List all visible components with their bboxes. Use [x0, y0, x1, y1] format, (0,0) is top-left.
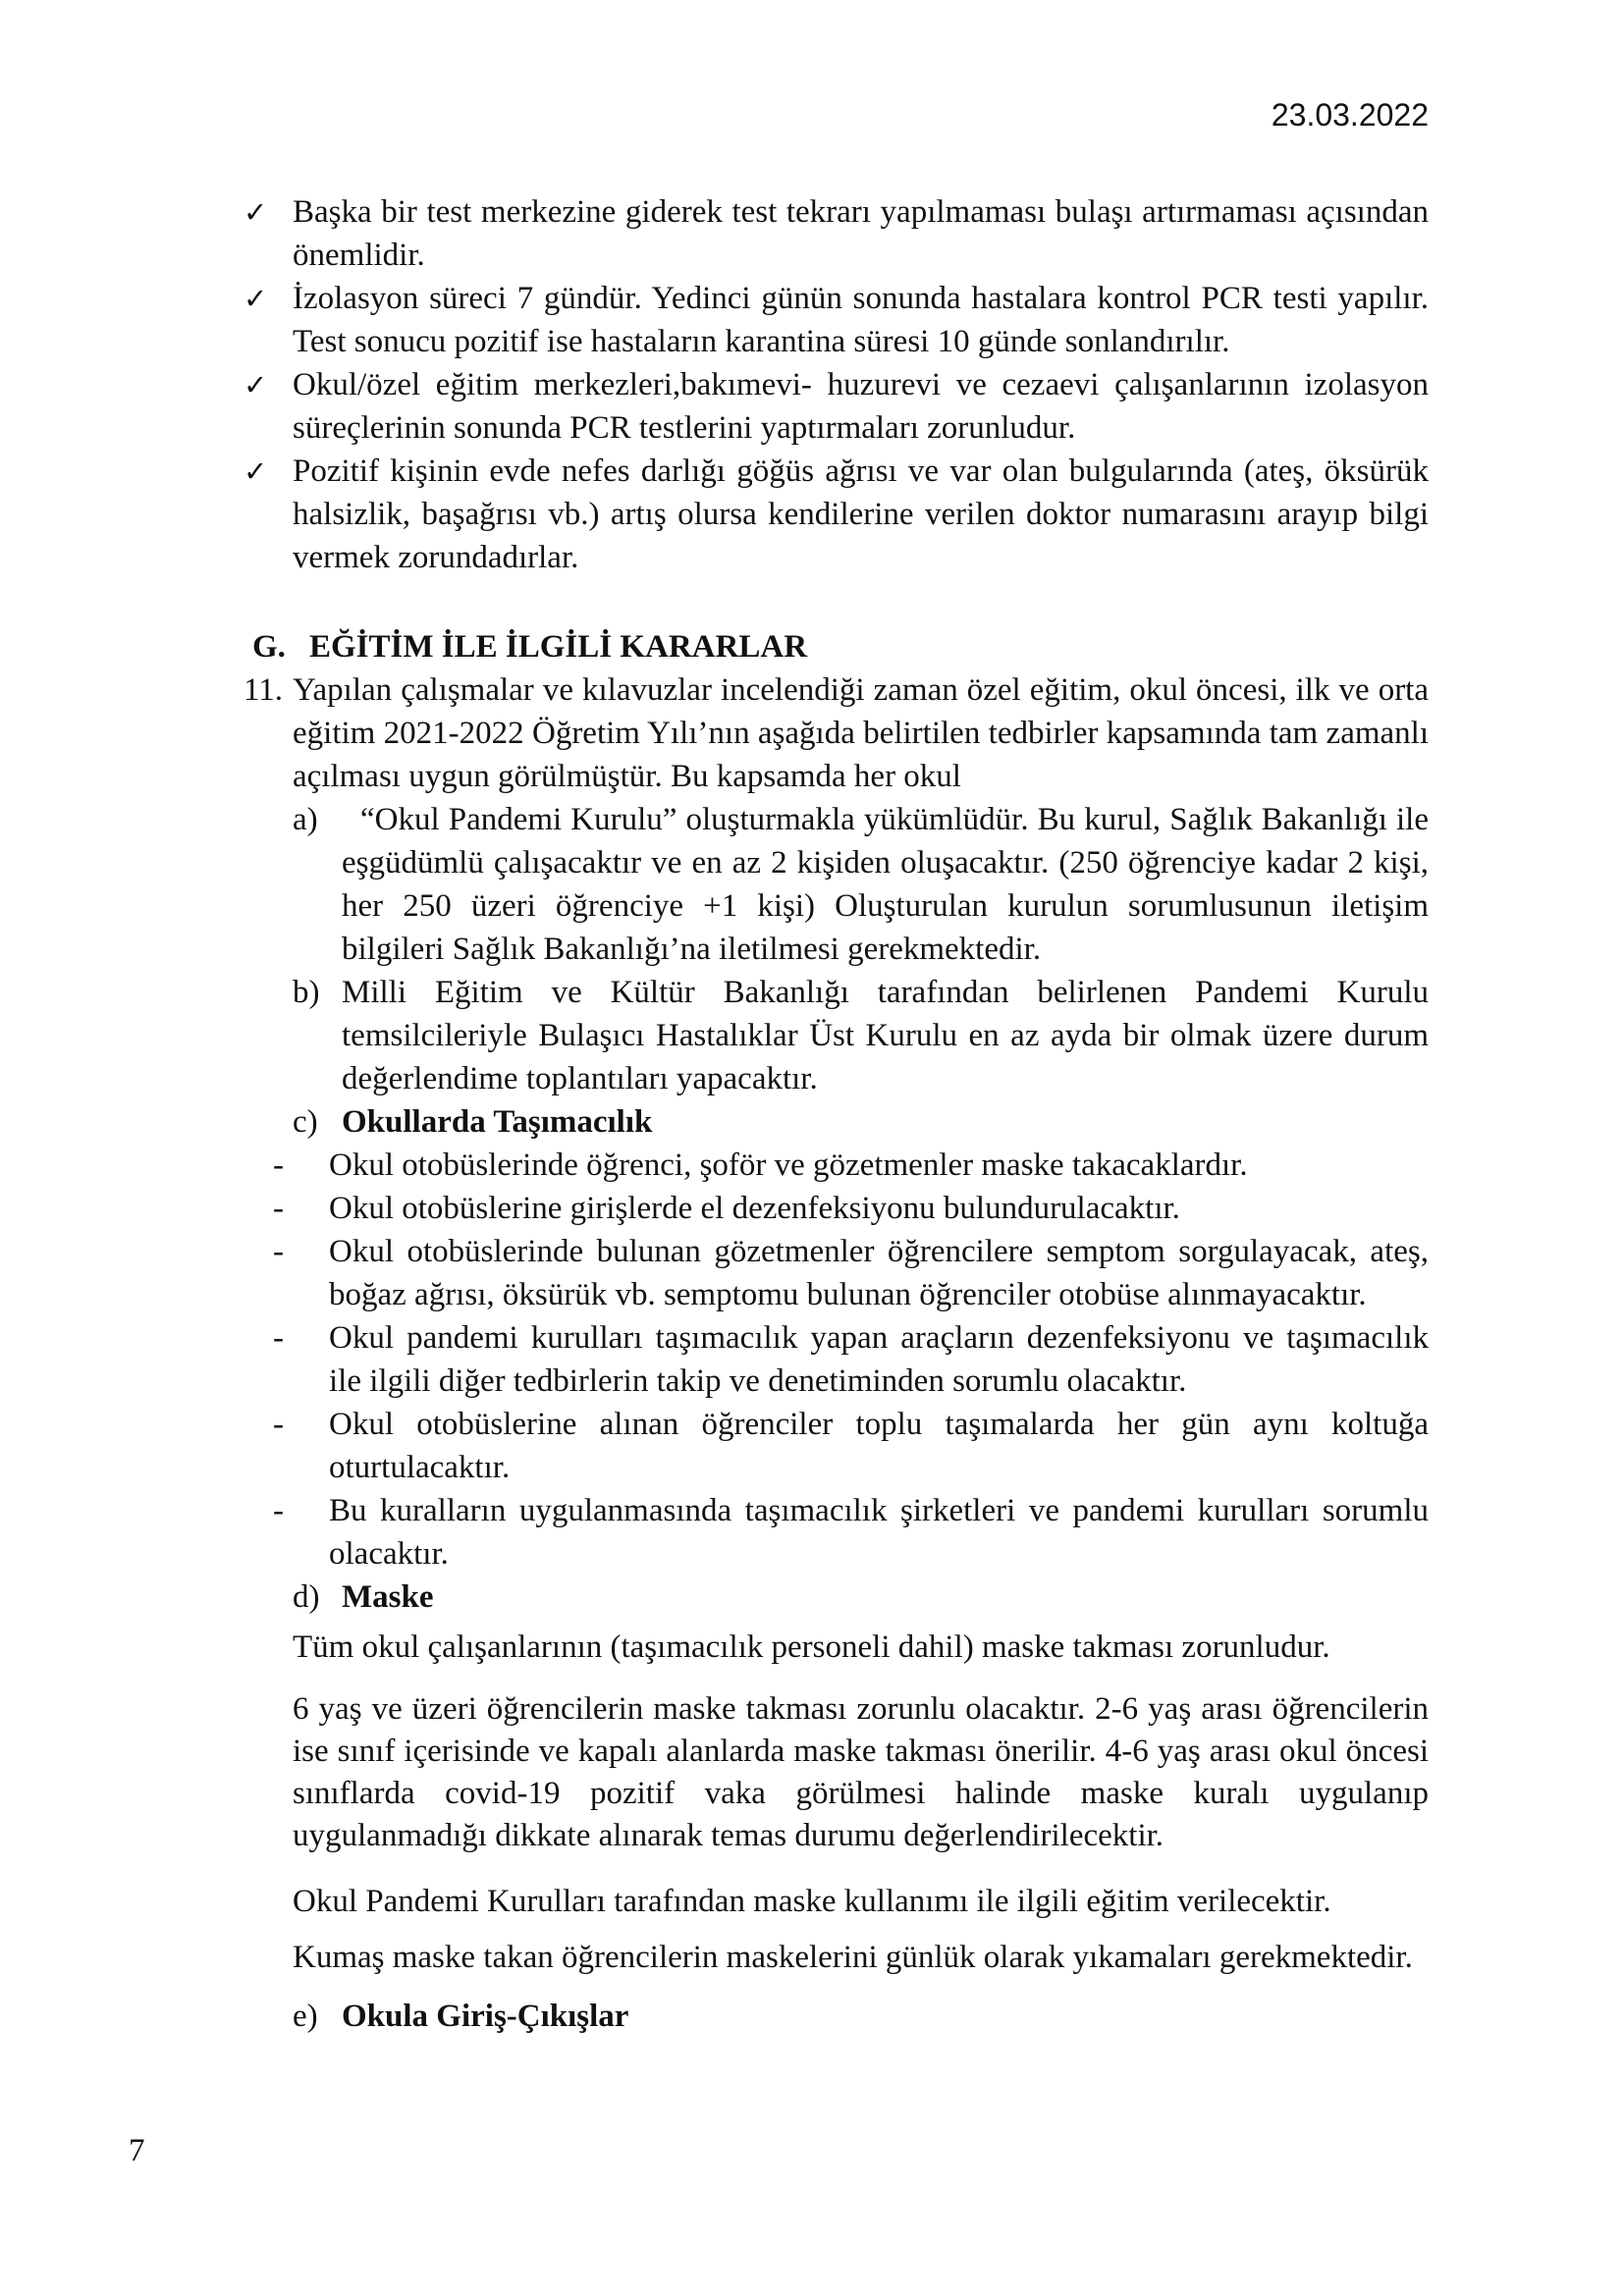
dash-list-item: [0, 1187, 1624, 1230]
dash-bullet: -: [273, 1493, 284, 1528]
dash-item-text: Okul otobüslerinde bulunan gözetmenler öğrencilere semptom sorgulayacak, ateş, boğaz ağrısı, öksürük vb. semptomu bulunan öğrenciler otobüse alınmayacaktır.: [329, 1234, 1429, 1312]
check-item-text: Pozitif kişinin evde nefes darlığı göğüs ağrısı ve var olan bulgularında (ateş, öksürük halsizlik, başağrısı vb.) artış olursa kendilerine verilen doktor numarasını arayıp bilgi vermek zorundadırlar.: [293, 454, 1429, 575]
dash-list-item: [0, 1316, 1624, 1403]
dash-bullet: -: [273, 1191, 284, 1226]
check-icon: ✓: [244, 368, 268, 401]
dash-bullet: -: [273, 1148, 284, 1183]
section-title: EĞİTİM İLE İLGİLİ KARARLAR: [309, 629, 808, 665]
item-text: Milli Eğitim ve Kültür Bakanlığı tarafından belirlenen Pandemi Kurulu temsilcileriyle Bulaşıcı Hastalıklar Üst Kurulu en az ayda bir olmak üzere durum değerlendime toplantıları yapacaktır.: [342, 975, 1429, 1096]
check-icon: ✓: [244, 282, 268, 315]
lettered-item-a: [0, 798, 1624, 971]
page-number: 7: [129, 2133, 145, 2168]
dash-list-item: [0, 1230, 1624, 1316]
numbered-item-11: [0, 668, 1624, 798]
check-list-item: [0, 190, 1624, 277]
dash-item-text: Okul otobüslerine alınan öğrenciler toplu taşımalarda her gün aynı koltuğa oturtulacaktır.: [329, 1407, 1429, 1485]
dash-item-text: Okul otobüslerine girişlerde el dezenfeksiyonu bulundurulacaktır.: [329, 1191, 1180, 1226]
dash-bullet: -: [273, 1234, 284, 1269]
item-text: “Okul Pandemi Kurulu” oluşturmakla yükümlüdür. Bu kurul, Sağlık Bakanlığı ile eşgüdümlü çalışacaktır ve en az 2 kişiden oluşacaktır. (250 öğrenciye kadar 2 kişi, her 250 üzeri öğrenciye +1 kişi) Oluşturulan kurulun sorumlusunun iletişim bilgileri Sağlık Bakanlığı’na iletilmesi gerekmektedir.: [342, 802, 1429, 967]
item-marker: d): [293, 1579, 320, 1615]
check-list-item: [0, 277, 1624, 363]
item-subheading: Okullarda Taşımacılık: [342, 1104, 653, 1140]
lettered-item-b: [0, 971, 1624, 1100]
dash-bullet: -: [273, 1407, 284, 1442]
item-subheading: Okula Giriş-Çıkışlar: [342, 1999, 629, 2034]
check-bullet-list: [0, 190, 1624, 579]
item-marker: c): [293, 1104, 318, 1140]
maske-paragraph: 6 yaş ve üzeri öğrencilerin maske takması zorunlu olacaktır. 2-6 yaş arası öğrencilerin ise sınıf içerisinde ve kapalı alanlarda maske takması önerilir. 4-6 yaş arası okul öncesi sınıflarda covid-19 pozitif vaka görülmesi halinde maske kuralı uygulanıp uygulanmadığı dikkate alınarak temas durumu değerlendirilecektir.: [293, 1691, 1429, 1853]
item-text: Yapılan çalışmalar ve kılavuzlar incelendiği zaman özel eğitim, okul öncesi, ilk ve orta eğitim 2021-2022 Öğretim Yılı’nın aşağıda belirtilen tedbirler kapsamında tam zamanlı açılması uygun görülmüştür. Bu kapsamda her okul: [293, 672, 1429, 794]
dash-item-text: Okul otobüslerinde öğrenci, şoför ve gözetmenler maske takacaklardır.: [329, 1148, 1248, 1183]
dash-bullet: -: [273, 1320, 284, 1356]
check-list-item: [0, 450, 1624, 579]
maske-paragraph: Okul Pandemi Kurulları tarafından maske kullanımı ile ilgili eğitim verilecektir.: [293, 1884, 1331, 1919]
dash-list-item: [0, 1403, 1624, 1489]
item-subheading: Maske: [342, 1579, 434, 1615]
lettered-item-d: [0, 1575, 1624, 1619]
section-letter: G.: [252, 629, 286, 665]
maske-paragraph: Tüm okul çalışanlarının (taşımacılık personeli dahil) maske takması zorunludur.: [293, 1629, 1330, 1665]
dash-list-item: [0, 1489, 1624, 1575]
dash-item-text: Okul pandemi kurulları taşımacılık yapan araçların dezenfeksiyonu ve taşımacılık ile ilgili diğer tedbirlerin takip ve denetiminden sorumlu olacaktır.: [329, 1320, 1429, 1399]
check-item-text: Başka bir test merkezine giderek test tekrarı yapılmaması bulaşı artırmaması açısından önemlidir.: [293, 194, 1429, 273]
numbered-list: [0, 668, 1624, 2038]
dash-bullet-list: [0, 1144, 1624, 1575]
item-marker: a): [293, 802, 318, 837]
item-marker: e): [293, 1999, 318, 2034]
check-icon: ✓: [244, 195, 268, 229]
check-list-item: [0, 363, 1624, 450]
section-heading: [0, 625, 1624, 668]
check-icon: ✓: [244, 454, 268, 488]
item-number: 11.: [244, 672, 284, 708]
dash-item-text: Bu kuralların uygulanmasında taşımacılık şirketleri ve pandemi kurulları sorumlu olacaktır.: [329, 1493, 1429, 1572]
check-item-text: İzolasyon süreci 7 gündür. Yedinci günün sonunda hastalara kontrol PCR testi yapılır. Test sonucu pozitif ise hastaların karantina süresi 10 günde sonlandırılır.: [293, 281, 1429, 359]
lettered-item-c: [0, 1100, 1624, 1144]
item-marker: b): [293, 975, 320, 1010]
check-item-text: Okul/özel eğitim merkezleri,bakımevi- huzurevi ve cezaevi çalışanlarının izolasyon süreçlerinin sonunda PCR testlerini yaptırmaları zorunludur.: [293, 367, 1429, 446]
lettered-item-e: [0, 1995, 1624, 2038]
maske-paragraph: Kumaş maske takan öğrencilerin maskelerini günlük olarak yıkamaları gerekmektedir.: [293, 1940, 1413, 1975]
dash-list-item: [0, 1144, 1624, 1187]
document-date: 23.03.2022: [1271, 97, 1429, 133]
